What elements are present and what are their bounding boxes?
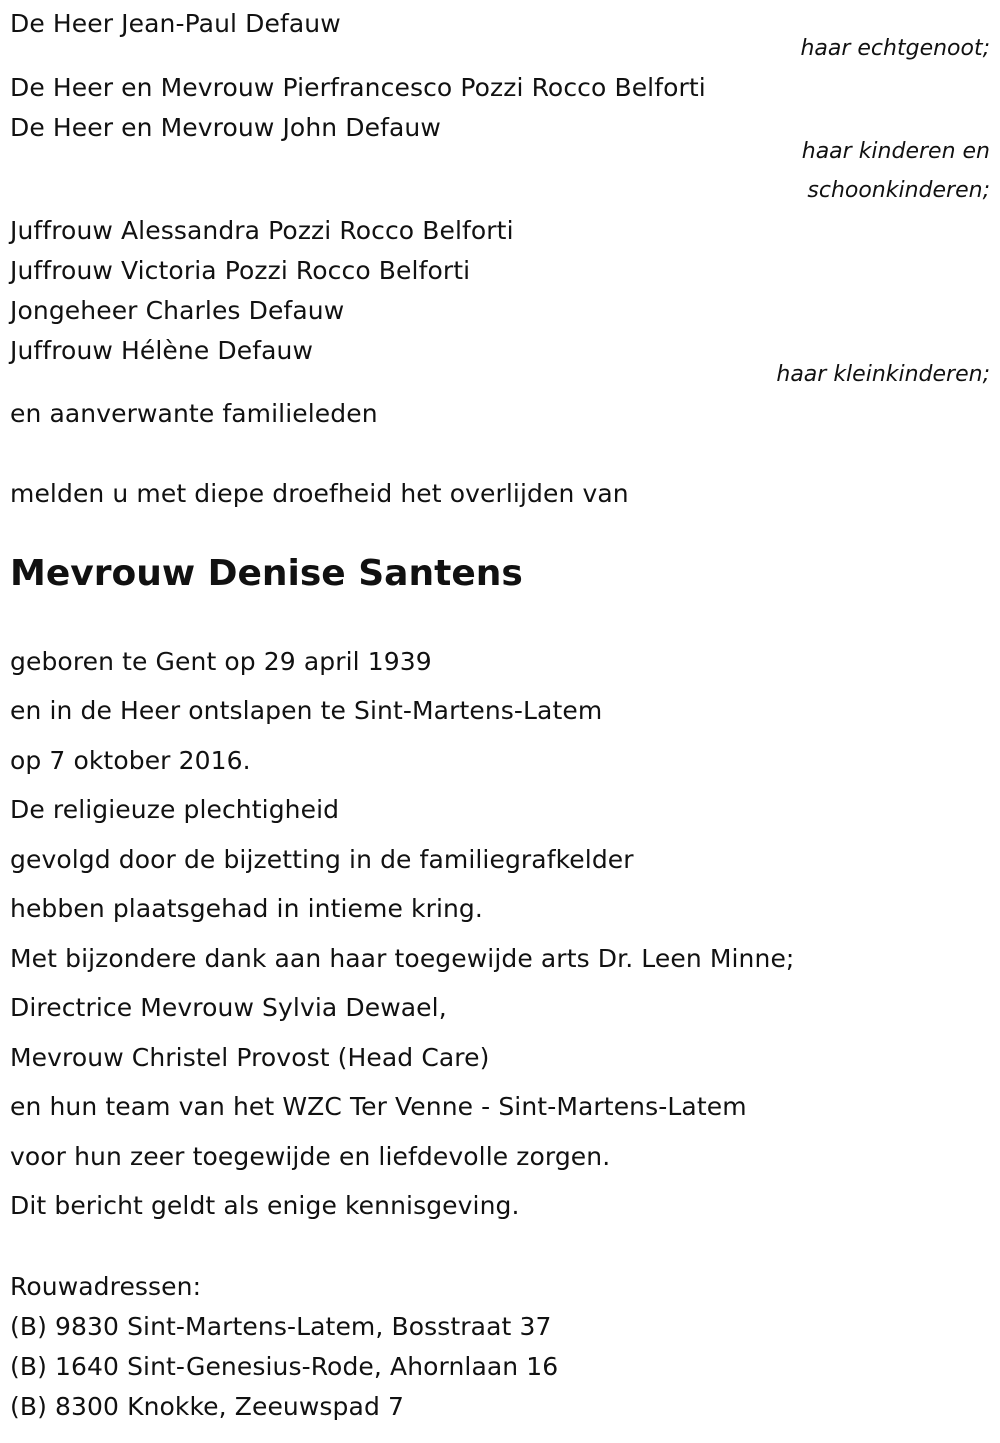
children-relation-line1: haar kinderen en — [801, 139, 990, 164]
address-line: (B) 9830 Sint-Martens-Latem, Bosstraat 37 — [10, 1312, 552, 1341]
addresses-heading: Rouwadressen: — [10, 1272, 202, 1301]
address-line: (B) 8300 Knokke, Zeeuwspad 7 — [10, 1392, 404, 1421]
grandchild-name: Juffrouw Hélène Defauw — [10, 336, 314, 365]
announcement-line: melden u met diepe droefheid het overlijden van — [10, 479, 629, 508]
body-line: De religieuze plechtigheid — [10, 795, 340, 824]
grandchild-name: Jongeheer Charles Defauw — [10, 296, 345, 325]
grandchildren-relation: haar kleinkinderen; — [776, 362, 990, 387]
children-relation-line2: schoonkinderen; — [807, 178, 990, 203]
spouse-relation: haar echtgenoot; — [800, 36, 990, 61]
address-line: (B) 1640 Sint-Genesius-Rode, Ahornlaan 16 — [10, 1352, 559, 1381]
body-line: Dit bericht geldt als enige kennisgeving. — [10, 1191, 520, 1220]
grandchild-name: Juffrouw Alessandra Pozzi Rocco Belforti — [10, 216, 514, 245]
body-line: voor hun zeer toegewijde en liefdevolle zorgen. — [10, 1142, 611, 1171]
deceased-name: Mevrouw Denise Santens — [10, 553, 523, 594]
grandchild-name: Juffrouw Victoria Pozzi Rocco Belforti — [10, 256, 471, 285]
body-line: Met bijzondere dank aan haar toegewijde arts Dr. Leen Minne; — [10, 944, 795, 973]
body-line: geboren te Gent op 29 april 1939 — [10, 647, 432, 676]
body-line: Directrice Mevrouw Sylvia Dewael, — [10, 993, 447, 1022]
body-line: gevolgd door de bijzetting in de familiegrafkelder — [10, 845, 634, 874]
body-line: en hun team van het WZC Ter Venne - Sint-Martens-Latem — [10, 1092, 747, 1121]
body-line: Mevrouw Christel Provost (Head Care) — [10, 1043, 490, 1072]
relatives-line: en aanverwante familieleden — [10, 399, 378, 428]
child-couple: De Heer en Mevrouw John Defauw — [10, 113, 441, 142]
body-line: en in de Heer ontslapen te Sint-Martens-Latem — [10, 696, 603, 725]
child-couple: De Heer en Mevrouw Pierfrancesco Pozzi Rocco Belforti — [10, 73, 706, 102]
spouse-name: De Heer Jean-Paul Defauw — [10, 9, 341, 38]
body-line: op 7 oktober 2016. — [10, 746, 251, 775]
body-line: hebben plaatsgehad in intieme kring. — [10, 894, 483, 923]
